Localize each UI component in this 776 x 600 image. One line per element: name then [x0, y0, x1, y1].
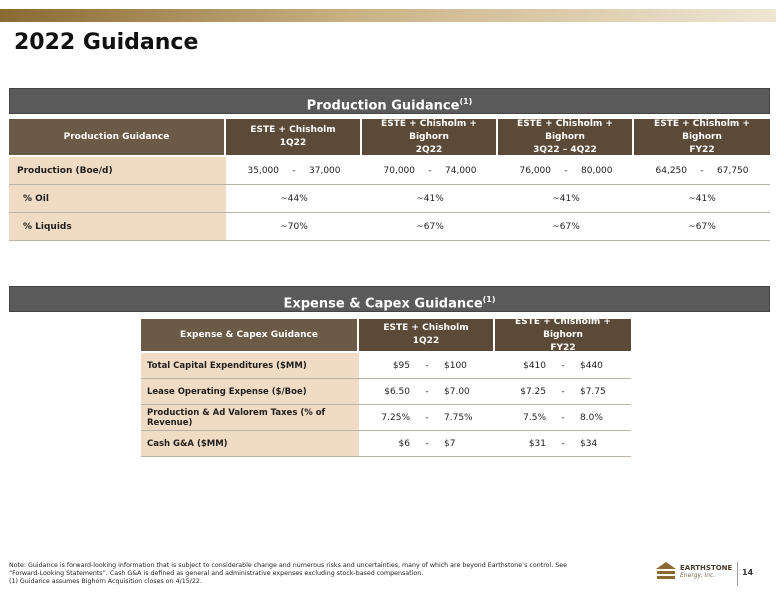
page-title: 2022 Guidance — [14, 30, 199, 55]
production-col-header: ESTE + Chisholm 1Q22 — [226, 119, 362, 155]
production-col-header: ESTE + Chisholm + Bighorn 2Q22 — [362, 119, 498, 155]
production-col-header: ESTE + Chisholm + Bighorn 3Q22 – 4Q22 — [498, 119, 634, 155]
table-row — [141, 405, 631, 431]
row-label: % Liquids — [9, 213, 226, 240]
production-section-footnote-mark: (1) — [459, 97, 473, 106]
table-row — [141, 431, 631, 457]
expense-col-header: ESTE + Chisholm 1Q22 — [359, 319, 495, 351]
expense-table — [141, 316, 631, 457]
range-cell: 7.25% - 7.75% — [381, 412, 473, 423]
expense-header-row — [141, 316, 631, 353]
production-section-title: Production Guidance — [306, 98, 460, 114]
earthstone-logo-icon — [655, 561, 677, 583]
footnote-line: “Forward-Looking Statements”. Cash G&A is defined as general and administrative expenses excluding stock-based compensation. — [9, 570, 424, 577]
footnote-line: Note: Guidance is forward-looking information that is subject to considerable change and numerous risks and uncertainties, many of which are beyond Earthstone’s control. See — [9, 562, 568, 569]
range-cell: 35,000 - 37,000 — [247, 165, 341, 176]
range-cell: $95 - $100 — [392, 360, 467, 371]
production-col-header: ESTE + Chisholm + Bighorn FY22 — [634, 119, 770, 155]
range-cell: $6.50 - $7.00 — [384, 386, 470, 397]
company-logo — [655, 556, 735, 588]
value-cell: ~70% — [280, 221, 308, 232]
value-cell: ~41% — [416, 193, 444, 204]
table-row — [141, 353, 631, 379]
production-table — [9, 119, 770, 241]
top-accent-bar — [0, 9, 776, 22]
value-cell: ~41% — [688, 193, 716, 204]
value-cell: ~41% — [552, 193, 580, 204]
value-cell: ~67% — [416, 221, 444, 232]
table-row — [9, 157, 770, 185]
range-cell: $7.25 - $7.75 — [520, 386, 606, 397]
row-label: Production & Ad Valorem Taxes (% of Revenue) — [141, 405, 359, 430]
value-cell: ~67% — [688, 221, 716, 232]
production-section-bar — [9, 88, 770, 114]
value-cell: ~44% — [280, 193, 308, 204]
row-label: % Oil — [9, 185, 226, 212]
range-cell: 76,000 - 80,000 — [519, 165, 613, 176]
row-label: Total Capital Expenditures ($MM) — [141, 353, 359, 378]
value-cell: ~67% — [552, 221, 580, 232]
row-label: Production (Boe/d) — [9, 157, 226, 184]
logo-divider — [737, 562, 738, 586]
table-row — [9, 213, 770, 241]
row-label: Cash G&A ($MM) — [141, 431, 359, 456]
range-cell: $31 - $34 — [528, 438, 598, 449]
expense-section-title: Expense & Capex Guidance — [283, 296, 483, 312]
range-cell: 7.5% - 8.0% — [523, 412, 603, 423]
range-cell: $6 - $7 — [398, 438, 456, 449]
range-cell: 70,000 - 74,000 — [383, 165, 477, 176]
production-header-row — [9, 119, 770, 155]
footnote — [9, 562, 649, 586]
row-label: Lease Operating Expense ($/Boe) — [141, 379, 359, 404]
expense-header-label: Expense & Capex Guidance — [141, 319, 359, 351]
expense-section-footnote-mark: (1) — [482, 295, 496, 304]
footnote-line: (1) Guidance assumes Bighorn Acquisition closes on 4/15/22. — [9, 578, 202, 585]
expense-section-bar — [9, 286, 770, 312]
table-row — [141, 379, 631, 405]
production-header-label: Production Guidance — [9, 119, 226, 155]
logo-wordmark: EARTHSTONE — [680, 564, 733, 572]
range-cell: $410 - $440 — [523, 360, 603, 371]
table-row — [9, 185, 770, 213]
range-cell: 64,250 - 67,750 — [655, 165, 749, 176]
expense-col-header: ESTE + Chisholm + Bighorn FY22 — [495, 319, 631, 351]
logo-subtitle: Energy, Inc. — [680, 572, 716, 579]
page-number: 14 — [742, 568, 754, 577]
